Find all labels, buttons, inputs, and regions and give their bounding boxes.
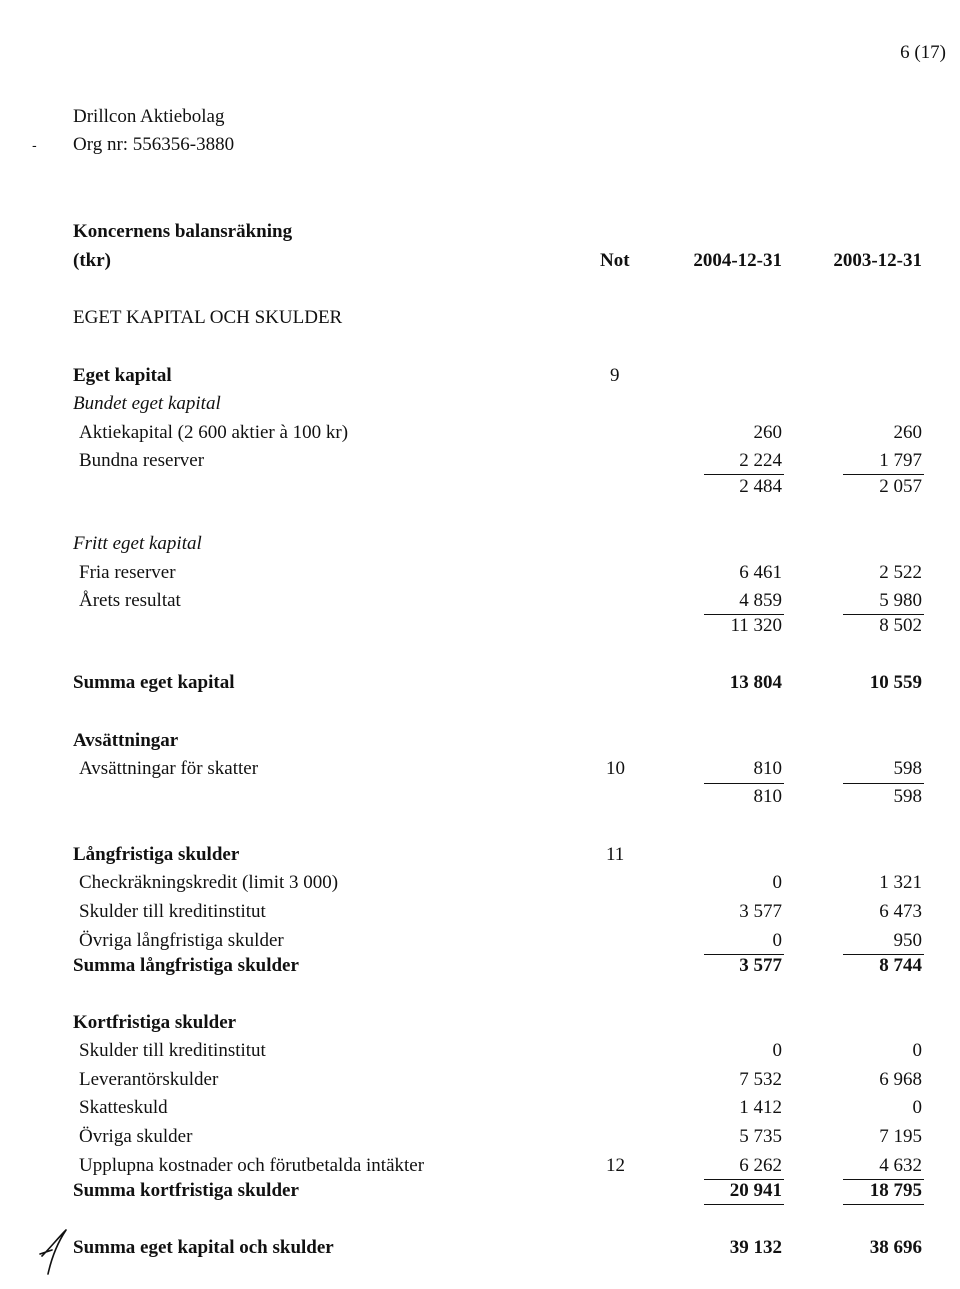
pen-mark: ‐	[32, 138, 37, 154]
summa-eget-kapital-2004: 13 804	[729, 672, 782, 693]
kort-kreditinstitut-2004: 0	[772, 1040, 782, 1061]
skatteskuld-2003: 0	[912, 1097, 922, 1118]
upplupna-2003: 4 632	[879, 1155, 922, 1176]
summa-langfristiga-2003: 8 744	[879, 955, 922, 976]
page-number: 6 (17)	[900, 42, 946, 63]
underline	[843, 474, 924, 475]
arets-resultat-2003: 5 980	[879, 590, 922, 611]
col-header-2004: 2004-12-31	[693, 250, 782, 271]
bundna-reserver-2003: 1 797	[879, 450, 922, 471]
ovriga-langfristiga-label: Övriga långfristiga skulder	[79, 930, 284, 951]
section-title: EGET KAPITAL OCH SKULDER	[73, 307, 343, 328]
unit-label: (tkr)	[73, 250, 111, 271]
ovriga-skulder-label: Övriga skulder	[79, 1126, 193, 1147]
fritt-sum-2003: 8 502	[879, 615, 922, 636]
bundna-reserver-2004: 2 224	[739, 450, 782, 471]
col-header-2003: 2003-12-31	[833, 250, 922, 271]
fria-reserver-2003: 2 522	[879, 562, 922, 583]
avsattningar-sum-2004: 810	[753, 786, 782, 807]
statement-title: Koncernens balansräkning	[73, 221, 293, 242]
fria-reserver-2004: 6 461	[739, 562, 782, 583]
handwritten-initial-mark	[36, 1226, 70, 1278]
leverantor-2004: 7 532	[739, 1069, 782, 1090]
lang-kreditinstitut-2003: 6 473	[879, 901, 922, 922]
checkkredit-2003: 1 321	[879, 872, 922, 893]
eget-kapital-heading: Eget kapital	[73, 365, 172, 386]
ovriga-skulder-2004: 5 735	[739, 1126, 782, 1147]
bundet-sum-2004: 2 484	[739, 476, 782, 497]
bundet-heading: Bundet eget kapital	[73, 393, 221, 414]
ovriga-skulder-2003: 7 195	[879, 1126, 922, 1147]
company-name: Drillcon Aktiebolag	[73, 106, 225, 127]
aktiekapital-2004: 260	[753, 422, 782, 443]
kort-kreditinstitut-label: Skulder till kreditinstitut	[79, 1040, 266, 1061]
underline	[843, 783, 924, 784]
aktiekapital-label: Aktiekapital (2 600 aktier à 100 kr)	[79, 422, 349, 443]
fritt-sum-2004: 11 320	[730, 615, 782, 636]
avsattningar-skatter-2003: 598	[893, 758, 922, 779]
fria-reserver-label: Fria reserver	[79, 562, 176, 583]
summa-kortfristiga-label: Summa kortfristiga skulder	[73, 1180, 299, 1201]
summa-langfristiga-label: Summa långfristiga skulder	[73, 955, 299, 976]
summa-eget-kapital-label: Summa eget kapital	[73, 672, 235, 693]
skatteskuld-label: Skatteskuld	[79, 1097, 168, 1118]
eget-kapital-not: 9	[610, 365, 620, 386]
upplupna-2004: 6 262	[739, 1155, 782, 1176]
ovriga-langfristiga-2004: 0	[772, 930, 782, 951]
bundna-reserver-label: Bundna reserver	[79, 450, 205, 471]
underline	[704, 783, 784, 784]
summa-total-2004: 39 132	[729, 1237, 782, 1258]
bundet-sum-2003: 2 057	[879, 476, 922, 497]
kort-kreditinstitut-2003: 0	[912, 1040, 922, 1061]
kortfristiga-heading: Kortfristiga skulder	[73, 1012, 237, 1033]
avsattningar-heading: Avsättningar	[73, 730, 179, 751]
summa-kortfristiga-2003: 18 795	[869, 1180, 922, 1201]
col-header-not: Not	[600, 250, 630, 271]
avsattningar-skatter-2004: 810	[753, 758, 782, 779]
avsattningar-sum-2003: 598	[893, 786, 922, 807]
lang-kreditinstitut-2004: 3 577	[739, 901, 782, 922]
checkkredit-2004: 0	[772, 872, 782, 893]
underline	[704, 1204, 784, 1205]
arets-resultat-2004: 4 859	[739, 590, 782, 611]
upplupna-label: Upplupna kostnader och förutbetalda intäkter	[79, 1155, 425, 1176]
lang-kreditinstitut-label: Skulder till kreditinstitut	[79, 901, 266, 922]
leverantor-2003: 6 968	[879, 1069, 922, 1090]
aktiekapital-2003: 260	[893, 422, 922, 443]
avsattningar-skatter-label: Avsättningar för skatter	[79, 758, 259, 779]
summa-total-2003: 38 696	[869, 1237, 922, 1258]
ovriga-langfristiga-2003: 950	[893, 930, 922, 951]
upplupna-not: 12	[606, 1155, 625, 1176]
checkkredit-label: Checkräkningskredit (limit 3 000)	[79, 872, 339, 893]
arets-resultat-label: Årets resultat	[79, 590, 181, 611]
fritt-heading: Fritt eget kapital	[73, 533, 202, 554]
org-number: Org nr: 556356-3880	[73, 134, 235, 155]
underline	[843, 1204, 924, 1205]
summa-langfristiga-2004: 3 577	[739, 955, 782, 976]
skatteskuld-2004: 1 412	[739, 1097, 782, 1118]
langfristiga-heading: Långfristiga skulder	[73, 844, 240, 865]
summa-kortfristiga-2004: 20 941	[729, 1180, 782, 1201]
leverantor-label: Leverantörskulder	[79, 1069, 219, 1090]
underline	[704, 474, 784, 475]
avsattningar-skatter-not: 10	[606, 758, 625, 779]
summa-total-label: Summa eget kapital och skulder	[73, 1237, 334, 1258]
langfristiga-not: 11	[606, 844, 625, 865]
summa-eget-kapital-2003: 10 559	[869, 672, 922, 693]
